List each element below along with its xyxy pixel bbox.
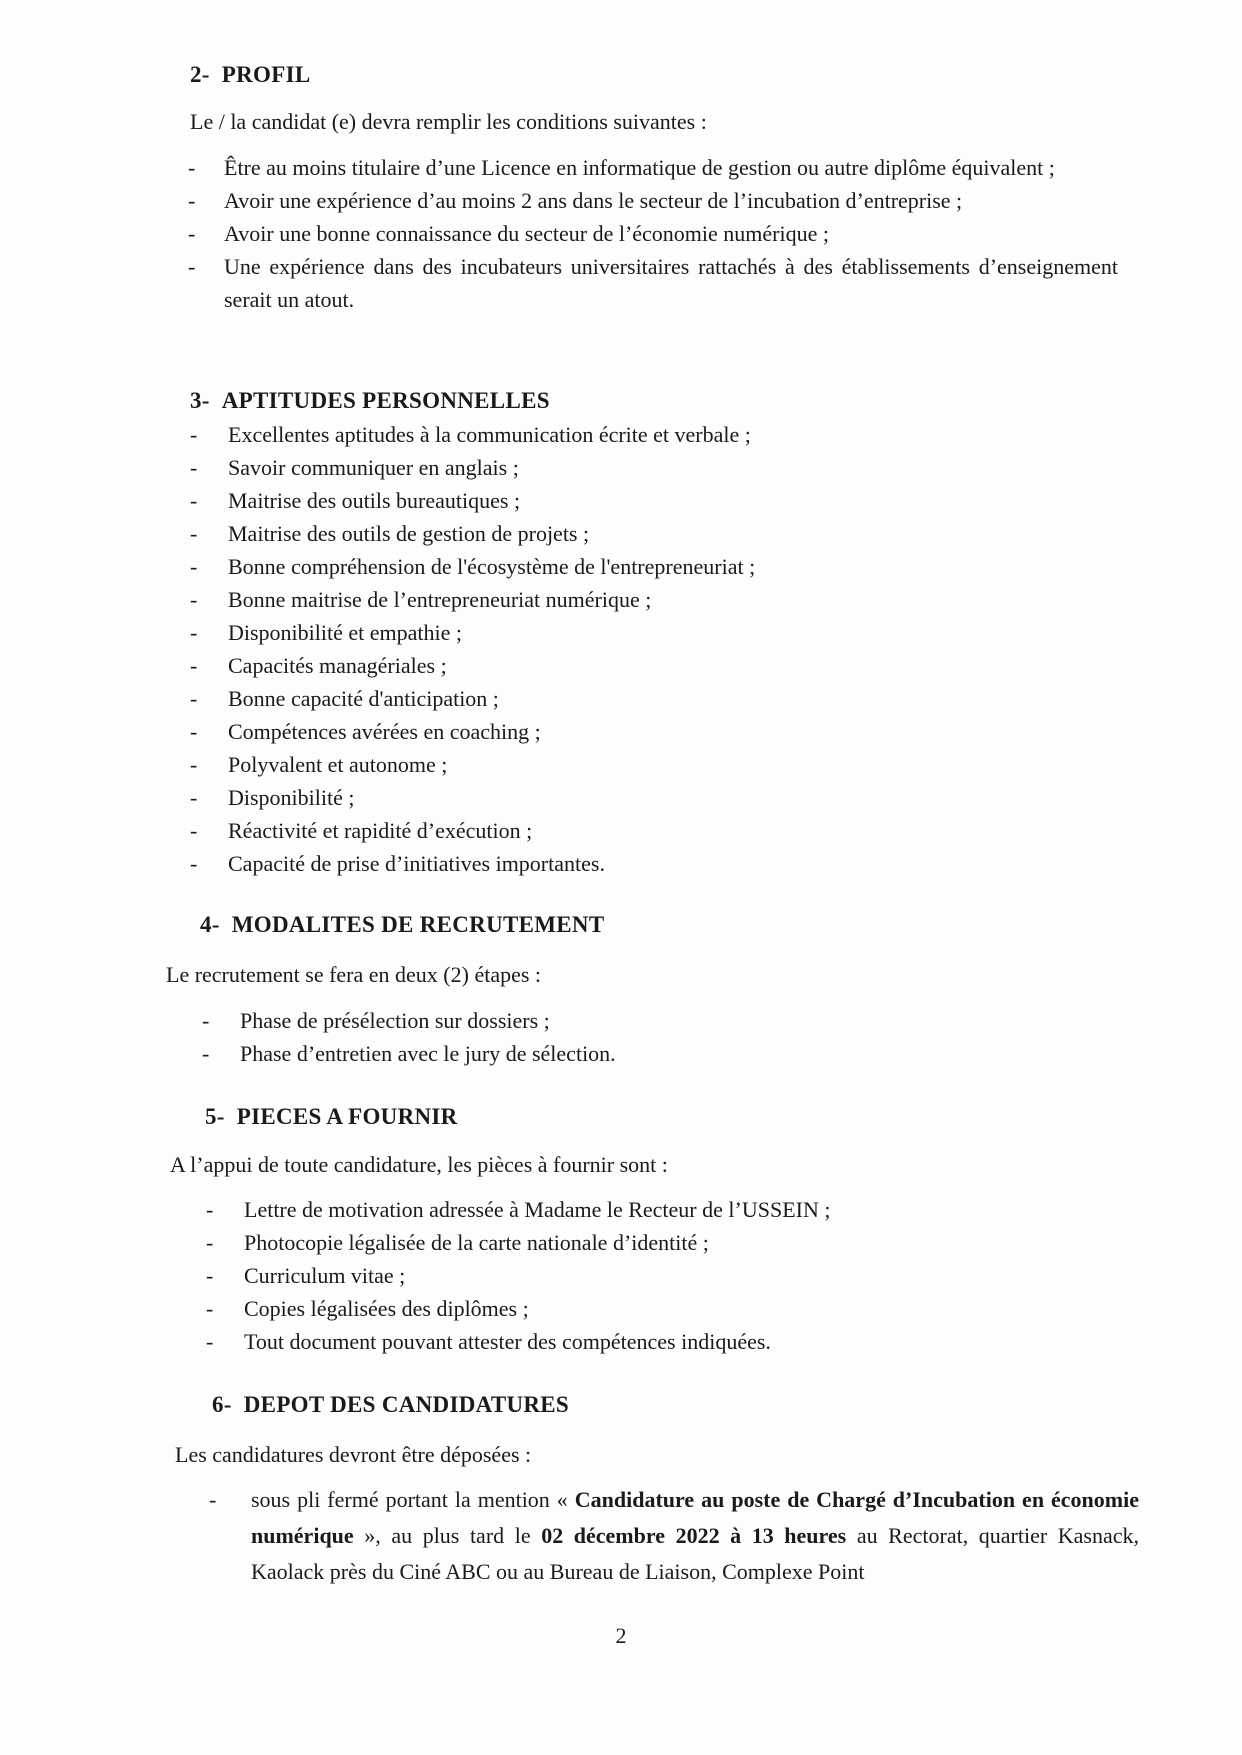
list-item-text: Maitrise des outils bureautiques ; — [228, 488, 521, 513]
list-item — [206, 1292, 1106, 1325]
list-item-text: Réactivité et rapidité d’exécution ; — [228, 818, 533, 843]
section-intro: Le / la candidat (e) devra remplir les conditions suivantes : — [190, 109, 707, 134]
list-item — [190, 649, 1090, 682]
text-run: », au plus tard le — [353, 1523, 542, 1548]
dash-bullet: - — [206, 1329, 214, 1354]
page-number: 2 — [615, 1623, 627, 1648]
dash-bullet: - — [188, 188, 196, 213]
list-item — [188, 250, 1118, 316]
section-aptitudes — [190, 388, 1120, 414]
aptitudes-list — [190, 418, 1090, 880]
list-item-text: Bonne compréhension de l'écosystème de l'entrepreneuriat ; — [228, 554, 756, 579]
depot-list — [209, 1482, 1139, 1590]
dash-bullet: - — [202, 1041, 210, 1066]
modalites-list — [202, 1004, 1082, 1070]
section-number: 5- — [205, 1104, 225, 1129]
dash-bullet: - — [202, 1008, 210, 1033]
dash-bullet: - — [206, 1230, 214, 1255]
profil-list — [188, 151, 1118, 316]
dash-bullet: - — [190, 620, 198, 645]
list-item-text: Savoir communiquer en anglais ; — [228, 455, 519, 480]
list-item-text: Disponibilité et empathie ; — [228, 620, 463, 645]
list-item — [188, 184, 1118, 217]
section-pieces — [205, 1104, 1105, 1130]
list-item-text: Phase de présélection sur dossiers ; — [240, 1008, 550, 1033]
dash-bullet: - — [188, 254, 196, 279]
list-item — [190, 616, 1090, 649]
section-title: APTITUDES PERSONNELLES — [221, 388, 550, 413]
list-item — [206, 1193, 1106, 1226]
section-number: 4- — [200, 912, 220, 937]
section-intro: Les candidatures devront être déposées : — [175, 1442, 532, 1467]
list-item — [206, 1325, 1106, 1358]
list-item — [190, 715, 1090, 748]
list-item-text: Capacités managériales ; — [228, 653, 447, 678]
list-item — [202, 1037, 1082, 1070]
list-item-text: Être au moins titulaire d’une Licence en informatique de gestion ou autre diplôme équivalent ; — [224, 155, 1055, 180]
list-item — [190, 682, 1090, 715]
dash-bullet: - — [190, 653, 198, 678]
section-title: PROFIL — [221, 62, 311, 87]
section-number: 6- — [212, 1392, 232, 1417]
list-item — [202, 1004, 1082, 1037]
list-item — [188, 217, 1118, 250]
mention-text: Candidature au poste de Chargé d’Incubation en économie numérique — [251, 1487, 1139, 1548]
list-item — [190, 814, 1090, 847]
list-item — [190, 484, 1090, 517]
list-item-text: Maitrise des outils de gestion de projets ; — [228, 521, 590, 546]
section-heading — [212, 1392, 1112, 1418]
list-item-text: Bonne capacité d'anticipation ; — [228, 686, 499, 711]
dash-bullet: - — [206, 1263, 214, 1288]
pieces-list — [206, 1193, 1106, 1358]
list-item-text: Lettre de motivation adressée à Madame le Recteur de l’USSEIN ; — [244, 1197, 831, 1222]
dash-bullet: - — [190, 719, 198, 744]
list-item-text: Une expérience dans des incubateurs universitaires rattachés à des établissements d’enseignement serait un atout. — [224, 254, 1118, 312]
list-item — [188, 151, 1118, 184]
dash-bullet: - — [190, 554, 198, 579]
list-item-text: Phase d’entretien avec le jury de sélection. — [240, 1041, 616, 1066]
section-heading — [205, 1104, 1105, 1130]
section-heading — [190, 62, 1120, 88]
dash-bullet: - — [188, 155, 196, 180]
section-depot — [212, 1392, 1112, 1418]
dash-bullet: - — [190, 851, 198, 876]
section-modalites — [200, 912, 1100, 938]
list-item — [209, 1482, 1139, 1590]
list-item-text: Bonne maitrise de l’entrepreneuriat numérique ; — [228, 587, 652, 612]
dash-bullet: - — [190, 785, 198, 810]
section-profil — [190, 62, 1120, 88]
dash-bullet: - — [190, 521, 198, 546]
list-item-text — [251, 1482, 1139, 1590]
list-item-text: Disponibilité ; — [228, 785, 355, 810]
section-number: 3- — [190, 388, 210, 413]
dash-bullet: - — [206, 1296, 214, 1321]
list-item-text: Excellentes aptitudes à la communication écrite et verbale ; — [228, 422, 751, 447]
section-intro: A l’appui de toute candidature, les pièces à fournir sont : — [170, 1152, 668, 1177]
dash-bullet: - — [190, 488, 198, 513]
deadline-text: 02 décembre 2022 à 13 heures — [541, 1523, 847, 1548]
list-item — [190, 781, 1090, 814]
list-item-text: Avoir une expérience d’au moins 2 ans dans le secteur de l’incubation d’entreprise ; — [224, 188, 963, 213]
text-run: au Rectorat, quartier Kasnack, Kaolack près du Ciné ABC ou au Bureau de Liaison, Complexe Point — [251, 1523, 1139, 1584]
list-item — [190, 517, 1090, 550]
list-item — [190, 847, 1090, 880]
section-title: DEPOT DES CANDIDATURES — [243, 1392, 570, 1417]
list-item-text: Photocopie légalisée de la carte nationale d’identité ; — [244, 1230, 709, 1255]
list-item-text: Capacité de prise d’initiatives importantes. — [228, 851, 605, 876]
dash-bullet: - — [206, 1197, 214, 1222]
list-item — [206, 1259, 1106, 1292]
dash-bullet: - — [190, 422, 198, 447]
section-heading — [190, 388, 1120, 414]
list-item-text: Curriculum vitae ; — [244, 1263, 406, 1288]
list-item — [190, 583, 1090, 616]
list-item-text: Copies légalisées des diplômes ; — [244, 1296, 529, 1321]
list-item — [190, 418, 1090, 451]
list-item — [190, 451, 1090, 484]
dash-bullet: - — [190, 686, 198, 711]
dash-bullet: - — [190, 455, 198, 480]
text-run: sous pli fermé portant la mention « — [251, 1487, 575, 1512]
section-title: MODALITES DE RECRUTEMENT — [231, 912, 605, 937]
list-item — [206, 1226, 1106, 1259]
section-heading — [200, 912, 1100, 938]
dash-bullet: - — [209, 1487, 217, 1512]
list-item — [190, 550, 1090, 583]
section-intro: Le recrutement se fera en deux (2) étapes : — [166, 962, 542, 987]
list-item-text: Avoir une bonne connaissance du secteur de l’économie numérique ; — [224, 221, 829, 246]
list-item-text: Tout document pouvant attester des compétences indiquées. — [244, 1329, 771, 1354]
list-item — [190, 748, 1090, 781]
dash-bullet: - — [190, 752, 198, 777]
section-number: 2- — [190, 62, 210, 87]
dash-bullet: - — [190, 818, 198, 843]
dash-bullet: - — [190, 587, 198, 612]
dash-bullet: - — [188, 221, 196, 246]
list-item-text: Compétences avérées en coaching ; — [228, 719, 541, 744]
list-item-text: Polyvalent et autonome ; — [228, 752, 448, 777]
section-title: PIECES A FOURNIR — [236, 1104, 458, 1129]
